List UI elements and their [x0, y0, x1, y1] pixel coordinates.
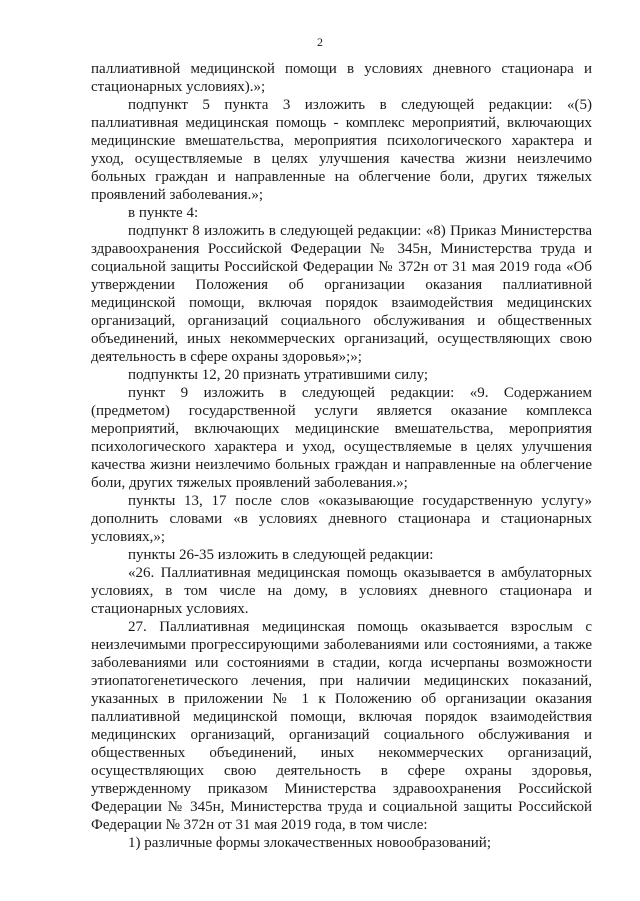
page-number: 2 [317, 35, 323, 49]
paragraph-subpoint-5: подпункт 5 пункта 3 изложить в следующей редакции: «(5) паллиативная медицинская помощь - комплекс мероприятий, включающих медицинские вмешательства, мероприятия психологического характера и уход, осуществляемые в целях улучшения качества жизни неизлечимо больных граждан и направленные на облегчение боли, других тяжелых проявлений заболевания.»; [91, 97, 592, 203]
paragraph-points-13-17: пункты 13, 17 после слов «оказывающие государственную услугу» дополнить словами «в условиях дневного стационара и стационарных условиях,»; [91, 493, 592, 545]
list-item-1: 1) различные формы злокачественных новообразований; [128, 835, 491, 851]
paragraph-point-27: 27. Паллиативная медицинская помощь оказывается взрослым с неизлечимыми прогрессирующими заболеваниями или состояниями, а также заболеваниями или состояниями в стадии, когда исчерпаны возможности этиопатогенетического лечения, при наличии медицинских показаний, указанных в приложении № 1 к Положению об организации оказания паллиативной медицинской помощи, включая порядок взаимодействия медицинских организаций, организаций социального обслуживания и общественных объединений, иных некоммерческих организаций, осуществляющих свою деятельность в сфере охраны здоровья, утвержденному приказом Министерства здравоохранения Российской Федерации № 345н, Министерства труда и социальной защиты Российской Федерации № 372н от 31 мая 2019 года, в том числе: [91, 619, 592, 833]
paragraph-point-4-heading: в пункте 4: [128, 205, 199, 221]
paragraph-continuation: паллиативной медицинской помощи в условиях дневного стационара и стационарных условиях).»; [91, 61, 592, 95]
paragraph-subpoint-8: подпункт 8 изложить в следующей редакции: «8) Приказ Министерства здравоохранения Российской Федерации № 345н, Министерства труда и социальной защиты Российской Федерации № 372н от 31 мая 2019 года «Об утверждении Положения об организации оказания паллиативной медицинской помощи, включая порядок взаимодействия медицинских организаций, организаций социального обслуживания и общественных объединений, иных некоммерческих организаций, осуществляющих свою деятельность в сфере охраны здоровья»;»; [91, 223, 592, 365]
paragraph-point-9: пункт 9 изложить в следующей редакции: «9. Содержанием (предметом) государственной услуги является оказание комплекса мероприятий, включающих медицинские вмешательства, мероприятия психологического характера и уход, осуществляемые в целях улучшения качества жизни неизлечимо больных граждан и направленные на облегчение боли, других тяжелых проявлений заболевания.»; [91, 385, 592, 491]
document-body [91, 60, 592, 852]
paragraph-subpoints-12-20: подпункты 12, 20 признать утратившими силу; [128, 367, 429, 383]
paragraph-points-26-35-heading: пункты 26-35 изложить в следующей редакции: [128, 547, 434, 563]
paragraph-point-26: «26. Паллиативная медицинская помощь оказывается в амбулаторных условиях, в том числе на дому, в условиях дневного стационара и стационарных условиях. [91, 565, 592, 617]
